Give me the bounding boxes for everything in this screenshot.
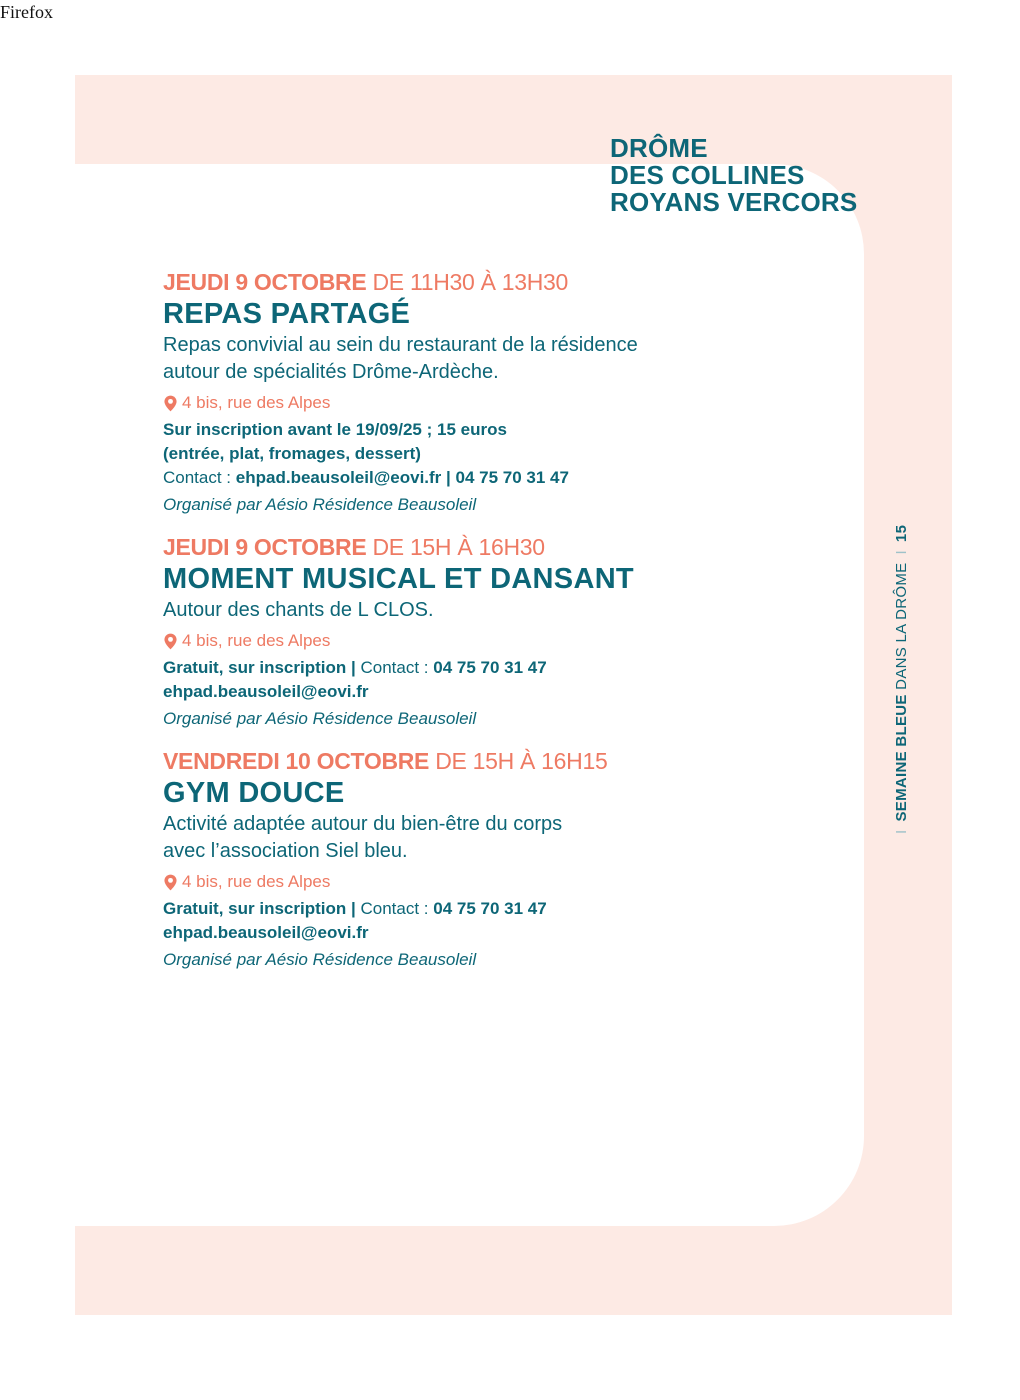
event-organizer: Organisé par Aésio Résidence Beausoleil: [163, 950, 477, 969]
event-access: Gratuit, sur inscription |: [163, 658, 356, 677]
event-date: [163, 747, 803, 775]
document-page: [75, 75, 952, 1315]
contact-email: ehpad.beausoleil@eovi.fr: [163, 923, 369, 942]
event-list: [163, 268, 803, 988]
event-description-line: Repas convivial au sein du restaurant de la résidence: [163, 334, 638, 356]
event-contact: [163, 656, 803, 680]
event-date: [163, 268, 803, 296]
map-pin-icon: [163, 633, 178, 650]
event-description-line: Autour des chants de L CLOS.: [163, 599, 434, 621]
event-info: [163, 656, 803, 704]
map-pin-icon: [163, 395, 178, 412]
contact-label: Contact :: [360, 899, 429, 918]
event-location-text: 4 bis, rue des Alpes: [182, 872, 331, 891]
region-title: [610, 135, 857, 216]
event-repas-partage: [163, 268, 803, 517]
event-title: GYM DOUCE: [163, 777, 345, 809]
page-number: 15: [893, 524, 910, 543]
event-registration: Sur inscription avant le 19/09/25 ; 15 euros: [163, 420, 507, 439]
side-title-strong: SEMAINE BLEUE: [893, 694, 910, 822]
map-pin-icon: [163, 874, 178, 891]
event-description: [163, 332, 803, 386]
region-line-3: ROYANS VERCORS: [610, 187, 858, 217]
contact-label: Contact :: [360, 658, 429, 677]
event-contact: [163, 897, 803, 921]
event-day: VENDREDI 10 OCTOBRE: [163, 748, 430, 774]
contact-label: Contact :: [163, 468, 232, 487]
side-separator: I: [893, 550, 910, 555]
event-description-line: Activité adaptée autour du bien-être du corps: [163, 813, 563, 835]
contact-phone: 04 75 70 31 47: [433, 899, 547, 918]
event-moment-musical: [163, 533, 803, 731]
region-line-1: DRÔME: [610, 133, 708, 163]
contact-email: ehpad.beausoleil@eovi.fr: [163, 682, 369, 701]
contact-phone: 04 75 70 31 47: [433, 658, 547, 677]
event-access: Gratuit, sur inscription |: [163, 899, 356, 918]
contact-value: ehpad.beausoleil@eovi.fr | 04 75 70 31 47: [235, 468, 569, 487]
event-location: [163, 871, 803, 893]
event-time: DE 11H30 À 13H30: [372, 269, 569, 295]
event-description: [163, 597, 803, 624]
event-contact: [163, 466, 803, 490]
event-description-line: autour de spécialités Drôme-Ardèche.: [163, 361, 499, 383]
event-organizer: Organisé par Aésio Résidence Beausoleil: [163, 495, 477, 514]
event-day: JEUDI 9 OCTOBRE: [163, 269, 367, 295]
event-organizer: Organisé par Aésio Résidence Beausoleil: [163, 709, 477, 728]
side-title-rest: DANS LA DRÔME: [893, 562, 910, 690]
event-gym-douce: [163, 747, 803, 972]
event-time: DE 15H À 16H30: [372, 534, 545, 560]
browser-label: Firefox: [0, 2, 53, 22]
event-description: [163, 811, 803, 865]
event-info: [163, 897, 803, 945]
side-separator: I: [893, 829, 910, 834]
event-title: REPAS PARTAGÉ: [163, 298, 411, 330]
event-location-text: 4 bis, rue des Alpes: [182, 393, 331, 412]
event-location: [163, 392, 803, 414]
event-date: [163, 533, 803, 561]
side-running-header: [893, 525, 911, 842]
event-info: [163, 418, 803, 490]
event-description-line: avec l’association Siel bleu.: [163, 840, 408, 862]
event-menu: (entrée, plat, fromages, dessert): [163, 444, 421, 463]
region-line-2: DES COLLINES: [610, 160, 805, 190]
event-location-text: 4 bis, rue des Alpes: [182, 631, 331, 650]
event-title: MOMENT MUSICAL ET DANSANT: [163, 563, 634, 595]
event-location: [163, 630, 803, 652]
event-time: DE 15H À 16H15: [435, 748, 608, 774]
event-day: JEUDI 9 OCTOBRE: [163, 534, 367, 560]
